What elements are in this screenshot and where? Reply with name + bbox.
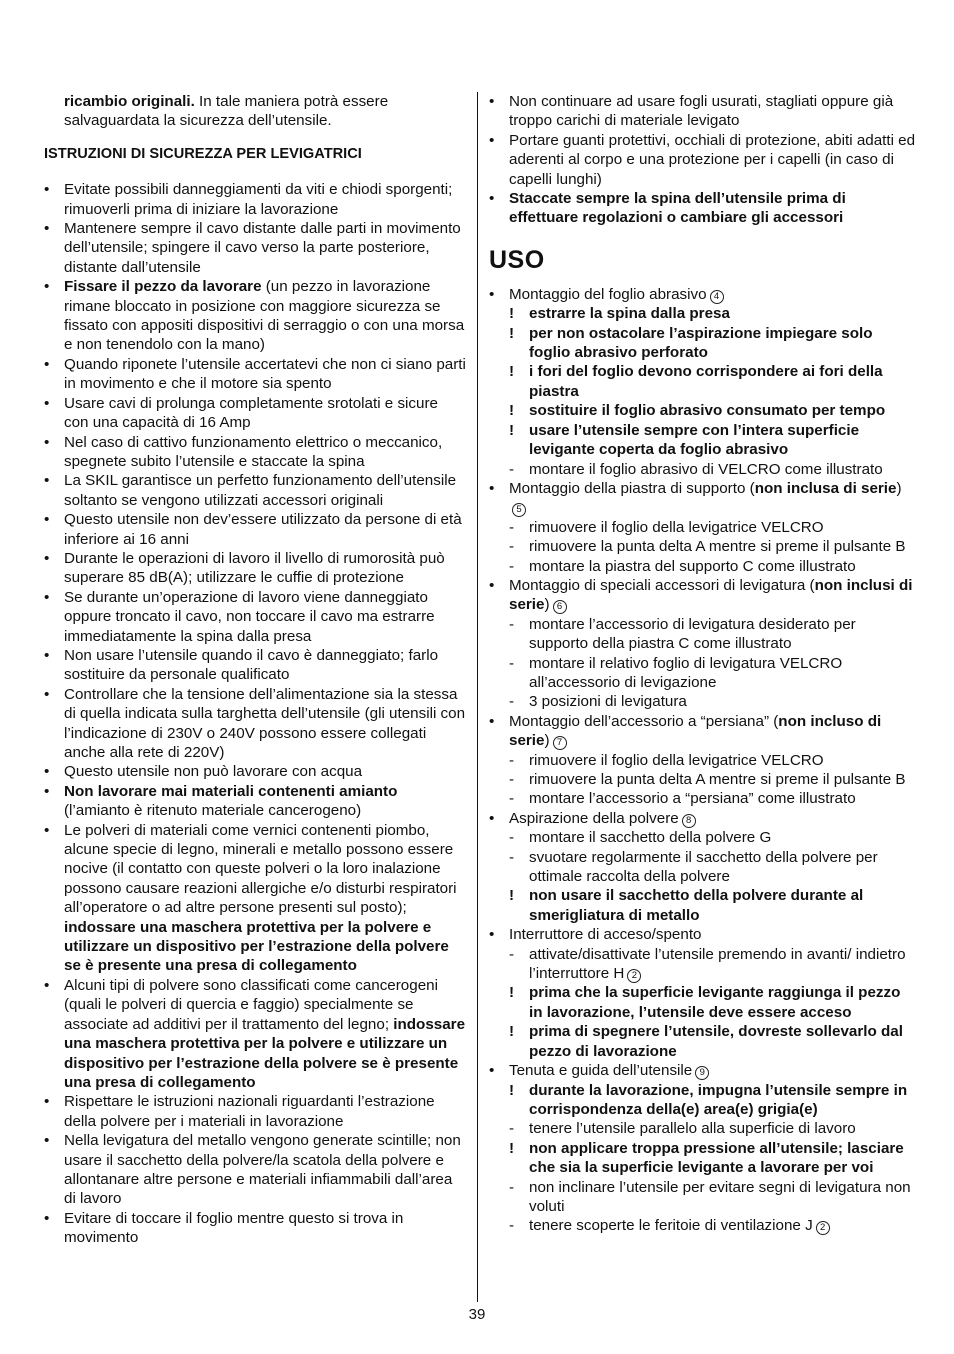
list-item [489, 285, 917, 304]
list-item [44, 1131, 466, 1209]
dash-marker: - [509, 1217, 515, 1235]
sub-list-item [489, 421, 917, 460]
dash-marker: - [509, 829, 515, 847]
list-item [44, 588, 466, 646]
bullet-marker: • [44, 220, 50, 238]
bullet-marker: • [489, 190, 495, 208]
figure-reference-icon: 4 [710, 290, 724, 304]
bold-text: non incluso di serie [509, 712, 882, 750]
intro-text: In tale maniera potrà essere salvaguardata la sicurezza dell’utensile. [64, 93, 389, 130]
text: Tenuta e guida dell’utensile [509, 1062, 693, 1080]
sub-list-item [489, 692, 917, 711]
bullet-marker: • [44, 511, 50, 529]
sub-list-item [489, 324, 917, 363]
text: Interruttore di acceso/spento [509, 926, 702, 944]
sub-list-item [489, 362, 917, 401]
text: rimuovere il foglio della levigatrice VELCRO [529, 518, 824, 536]
sub-list-item [489, 945, 917, 984]
text: Non continuare ad usare fogli usurati, stagliati oppure già troppo carichi di materiale levigato [509, 93, 894, 130]
dash-marker: - [509, 790, 515, 808]
list-item [44, 762, 466, 781]
list-item [489, 712, 917, 751]
bullet-marker: • [44, 646, 50, 664]
bold-text: estrarre la spina dalla presa [529, 305, 730, 323]
text: attivate/disattivate l’utensile premendo in avanti/ indietro l’interruttore H [529, 945, 906, 983]
right-column [489, 92, 917, 1236]
dash-marker: - [509, 557, 515, 575]
sub-list-item [489, 460, 917, 479]
bold-text: indossare una maschera protettiva per la polvere e utilizzare un dispositivo per l’estrazione della polvere se è presente una presa di collegamento [64, 1015, 466, 1091]
list-item [489, 576, 917, 615]
bullet-marker: • [44, 821, 50, 839]
dash-marker: - [509, 751, 515, 769]
list-item [44, 277, 466, 355]
sub-list-item [489, 983, 917, 1022]
dash-marker: - [509, 615, 515, 633]
text: Alcuni tipi di polvere sono classificati come cancerogeni (quali le polveri di quercia e faggio) specialmente se associate ad additivi per il trattamento del legno; [64, 976, 438, 1033]
text: non inclinare l’utensile per evitare segni di levigatura non voluti [529, 1178, 911, 1215]
list-item [44, 646, 466, 685]
list-item [44, 433, 466, 472]
bullet-marker: • [489, 479, 495, 497]
figure-reference-icon: 2 [627, 969, 641, 983]
bullet-marker: • [44, 588, 50, 606]
warning-marker: ! [509, 984, 515, 1002]
bold-text: prima di spegnere l’utensile, dovreste sollevarlo dal pezzo di lavorazione [529, 1023, 903, 1060]
bullet-marker: • [489, 93, 495, 110]
bold-text: non usare il sacchetto della polvere durante al smerigliatura di metallo [529, 887, 864, 924]
list-item [44, 821, 466, 976]
sub-list-item [489, 1022, 917, 1061]
bullet-marker: • [44, 685, 50, 703]
list-item [489, 1061, 917, 1080]
dash-marker: - [509, 460, 515, 478]
text: tenere l’utensile parallelo alla superficie di lavoro [529, 1120, 856, 1138]
bold-text: usare l’utensile sempre con l’intera superficie levigante coperta da foglio abrasivo [529, 421, 860, 459]
bullet-marker: • [44, 355, 50, 373]
text: Nella levigatura del metallo vengono generate scintille; non usare il sacchetto della polvere/la scatola della polvere e allontanare altre persone e materiali infiammabili dall’area di lavoro [64, 1132, 461, 1208]
figure-reference-icon: 8 [682, 814, 696, 828]
dash-marker: - [509, 945, 515, 963]
sub-list-item [489, 537, 917, 556]
warning-marker: ! [509, 402, 515, 420]
list-item [44, 685, 466, 763]
bullet-marker: • [489, 576, 495, 594]
bullet-marker: • [489, 712, 495, 730]
text: (un pezzo in lavorazione rimane bloccato in posizione con maggiore sicurezza se fissato con appositi dispositivi di serraggio o con una morsa e non tenendolo con la mano) [64, 278, 465, 354]
bullet-marker: • [489, 809, 495, 827]
figure-reference-icon: 2 [816, 1221, 830, 1235]
bold-text: Staccate sempre la spina dell’utensile prima di effettuare regolazioni o cambiare gli accessori [509, 190, 846, 227]
sub-list-item [489, 886, 917, 925]
list-item [489, 925, 917, 944]
sub-list-item [489, 304, 917, 323]
list-item [44, 976, 466, 1092]
bold-text: non applicare troppa pressione all’utensile; lasciare che sia la superficie levigante a lavorare per voi [529, 1139, 904, 1177]
dash-marker: - [509, 538, 515, 556]
text: montare il sacchetto della polvere G [529, 829, 772, 847]
text: montare l’accessorio a “persiana” come illustrato [529, 790, 856, 808]
dash-marker: - [509, 654, 515, 672]
sub-list-item [489, 401, 917, 420]
text: Montaggio di speciali accessori di levigatura ( [509, 576, 815, 594]
bullet-marker: • [44, 433, 50, 451]
bullet-marker: • [44, 394, 50, 412]
text: Portare guanti protettivi, occhiali di protezione, abiti adatti ed aderenti al corpo e una protezione per i capelli (in caso di capelli lunghi) [509, 131, 916, 188]
list-item [44, 471, 466, 510]
figure-reference-icon: 6 [553, 600, 567, 614]
text: Se durante un’operazione di lavoro viene danneggiato oppure troncato il cavo, non toccare il cavo ma estrarre immediatamente la spina dalla presa [64, 588, 435, 645]
text: Evitate possibili danneggiamenti da viti e chiodi sporgenti; rimuoverli prima di iniziare la lavorazione [64, 181, 453, 218]
bold-text: Non lavorare mai materiali contenenti amianto [64, 782, 398, 800]
sub-list-item [489, 770, 917, 789]
list-item [44, 782, 466, 821]
left-column [44, 92, 466, 1248]
bullet-marker: • [489, 1062, 495, 1080]
bold-text: non inclusi di serie [509, 576, 913, 614]
intro-paragraph [44, 92, 466, 131]
dash-marker: - [509, 1120, 515, 1138]
bold-text: non inclusa di serie [754, 479, 897, 497]
dash-marker: - [509, 848, 515, 866]
sub-list-item [489, 615, 917, 654]
sub-list-item [489, 1216, 917, 1235]
bold-text: Fissare il pezzo da lavorare [64, 278, 262, 296]
figure-reference-icon: 9 [695, 1066, 709, 1080]
dash-marker: - [509, 1178, 515, 1196]
list-item [44, 1092, 466, 1131]
text: ) [544, 596, 550, 614]
dash-marker: - [509, 518, 515, 536]
text: Durante le operazioni di lavoro il livello di rumorosità può superare 85 dB(A); utilizzare le cuffie di protezione [64, 549, 445, 587]
text: montare il relativo foglio di levigatura VELCRO all’accessorio di levigazione [529, 654, 843, 691]
bold-text: indossare una maschera protettiva per la polvere e utilizzare un dispositivo per l’estrazione della polvere se è presente una presa di collegamento [64, 918, 449, 975]
bullet-marker: • [44, 763, 50, 781]
sub-list-item [489, 518, 917, 537]
text: svuotare regolarmente il sacchetto della polvere per ottimale raccolta della polvere [529, 848, 878, 886]
text: ) [544, 732, 550, 750]
sub-list-item [489, 848, 917, 887]
list-item [489, 479, 917, 518]
bullet-marker: • [44, 782, 50, 800]
text: montare la piastra del supporto C come illustrato [529, 557, 856, 575]
bullet-marker: • [44, 278, 50, 296]
list-item [44, 219, 466, 277]
text: Questo utensile non dev’essere utilizzato da persone di età inferiore ai 16 anni [64, 511, 462, 548]
bullet-marker: • [489, 926, 495, 944]
bullet-marker: • [44, 1209, 50, 1227]
text: rimuovere il foglio della levigatrice VELCRO [529, 751, 824, 769]
text: Le polveri di materiali come vernici contenenti piombo, alcune specie di legno, minerali e metallo possono essere nocive (il contatto con queste polveri o la loro inalazione possono causare reazioni allergiche e/o disturbi respiratori all’operatore o ad altre persone presenti sul posto); [64, 821, 457, 917]
intro-bold-text: ricambio originali. [64, 93, 195, 110]
text: montare l’accessorio di levigatura desiderato per supporto della piastra C come illustrato [529, 615, 856, 653]
sub-list-item [489, 654, 917, 693]
text: rimuovere la punta delta A mentre si preme il pulsante B [529, 538, 906, 556]
figure-reference-icon: 5 [512, 503, 526, 517]
list-item [489, 92, 917, 131]
bullet-marker: • [44, 549, 50, 567]
text: tenere scoperte le feritoie di ventilazione J [529, 1217, 813, 1235]
bullet-marker: • [44, 1132, 50, 1150]
warning-marker: ! [509, 1139, 515, 1157]
text: Montaggio del foglio abrasivo [509, 285, 707, 303]
figure-reference-icon: 7 [553, 736, 567, 750]
text: Mantenere sempre il cavo distante dalle parti in movimento dell’utensile; spingere il cavo verso la parte posteriore, distante dall’utensile [64, 220, 461, 276]
text: Montaggio dell’accessorio a “persiana” ( [509, 712, 779, 730]
sub-list-item [489, 828, 917, 847]
sub-list-item [489, 789, 917, 808]
bullet-marker: • [44, 472, 50, 490]
bullet-marker: • [44, 1093, 50, 1111]
uso-section-title: USO [489, 245, 545, 274]
text: Non usare l’utensile quando il cavo è danneggiato; farlo sostituire da personale qualificato [64, 646, 439, 684]
bullet-marker: • [489, 131, 495, 149]
text: Nel caso di cattivo funzionamento elettrico o meccanico, spegnete subito l’utensile e staccate la spina [64, 433, 443, 470]
text: 3 posizioni di levigatura [529, 693, 687, 711]
text: Montaggio della piastra di supporto ( [509, 479, 755, 497]
safety-list-continued [489, 92, 917, 228]
bold-text: sostituire il foglio abrasivo consumato per tempo [529, 402, 886, 420]
bullet-marker: • [44, 976, 50, 994]
list-item [44, 394, 466, 433]
list-item [44, 180, 466, 219]
text: Questo utensile non può lavorare con acqua [64, 763, 363, 781]
safety-list [44, 180, 466, 1247]
text: Usare cavi di prolunga completamente srotolati e sicure con una capacità di 16 Amp [64, 394, 438, 432]
bullet-marker: • [489, 285, 495, 303]
list-item [489, 131, 917, 189]
sub-list-item [489, 1178, 917, 1217]
dash-marker: - [509, 771, 515, 788]
list-item [44, 549, 466, 588]
warning-marker: ! [509, 324, 515, 342]
bold-text: i fori del foglio devono corrispondere ai fori della piastra [529, 363, 883, 400]
safety-heading: ISTRUZIONI DI SICUREZZA PER LEVIGATRICI [44, 145, 362, 162]
warning-marker: ! [509, 1023, 515, 1041]
warning-marker: ! [509, 1081, 515, 1099]
list-item [489, 809, 917, 828]
list-item [44, 1209, 466, 1248]
uso-list [489, 285, 917, 1236]
text: Quando riponete l’utensile accertatevi che non ci siano parti in movimento e che il motore sia spento [64, 355, 466, 393]
warning-marker: ! [509, 305, 515, 323]
warning-marker: ! [509, 887, 515, 905]
list-item [44, 355, 466, 394]
sub-list-item [489, 1119, 917, 1138]
text: Evitare di toccare il foglio mentre questo si trova in movimento [64, 1209, 404, 1247]
text: ) [896, 479, 902, 497]
column-divider [477, 92, 478, 1302]
text: Controllare che la tensione dell’alimentazione sia la stessa di quella indicata sulla targhetta dell’utensile (gli utensili con l’indicazione di 230V o 240V possono essere collegati anche alla rete di 220V) [64, 685, 466, 761]
warning-marker: ! [509, 363, 515, 381]
list-item [44, 510, 466, 549]
dash-marker: - [509, 693, 515, 711]
page-number: 39 [468, 1306, 486, 1323]
sub-list-item [489, 1081, 917, 1120]
text: montare il foglio abrasivo di VELCRO come illustrato [529, 460, 883, 478]
text: (l’amianto è ritenuto materiale cancerogeno) [64, 802, 362, 820]
bullet-marker: • [44, 181, 50, 199]
text: rimuovere la punta delta A mentre si preme il pulsante B [529, 771, 906, 788]
warning-marker: ! [509, 421, 515, 439]
bold-text: prima che la superficie levigante raggiunga il pezzo in lavorazione, l’utensile deve essere acceso [529, 984, 901, 1021]
text: Aspirazione della polvere [509, 809, 679, 827]
text: La SKIL garantisce un perfetto funzionamento dell’utensile soltanto se vengono utilizzati accessori originali [64, 472, 457, 509]
text: Rispettare le istruzioni nazionali riguardanti l’estrazione della polvere per i materiali in lavorazione [64, 1093, 435, 1130]
sub-list-item [489, 557, 917, 576]
bold-text: per non ostacolare l’aspirazione impiegare solo foglio abrasivo perforato [529, 324, 873, 362]
list-item [489, 189, 917, 228]
sub-list-item [489, 751, 917, 770]
sub-list-item [489, 1139, 917, 1178]
bold-text: durante la lavorazione, impugna l’utensile sempre in corrispondenza della(e) area(e) grigia(e) [529, 1081, 908, 1118]
